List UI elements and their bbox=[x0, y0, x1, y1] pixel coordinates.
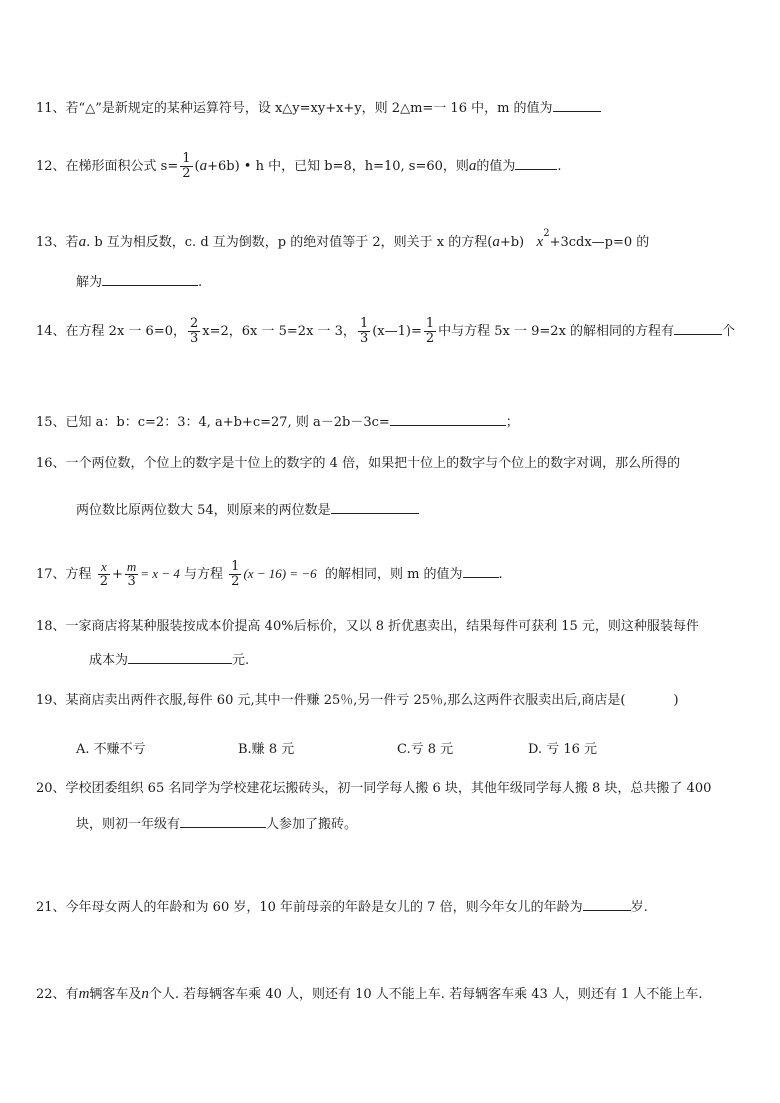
fraction-denominator: 2 bbox=[99, 574, 108, 589]
question-text: 方程 bbox=[65, 567, 92, 582]
answer-blank[interactable] bbox=[583, 898, 631, 911]
question-text: 中与方程 5x 一 9=2x 的解相同的方程有 bbox=[438, 324, 675, 339]
question-text: 辆客车及 bbox=[89, 987, 142, 1002]
option-c[interactable]: C.亏 8 元 bbox=[397, 742, 454, 757]
fraction-denominator: 3 bbox=[359, 331, 369, 346]
question-text: 的值为 bbox=[476, 159, 516, 174]
question-number: 11、 bbox=[36, 101, 66, 116]
fraction bbox=[180, 152, 192, 181]
answer-blank[interactable] bbox=[331, 501, 419, 514]
fraction-numerator: x bbox=[100, 559, 107, 574]
fraction bbox=[125, 560, 138, 589]
question-21 bbox=[36, 898, 648, 916]
question-number: 13、 bbox=[36, 235, 66, 250]
fraction-denominator: 2 bbox=[182, 166, 191, 181]
answer-blank[interactable] bbox=[674, 322, 722, 335]
variable-a: a bbox=[468, 158, 477, 174]
answer-blank[interactable] bbox=[515, 157, 557, 170]
fraction-numerator: 1 bbox=[231, 559, 240, 574]
question-text: 元. bbox=[232, 653, 250, 668]
question-number: 16、 bbox=[36, 456, 66, 471]
question-text: +b) bbox=[499, 235, 525, 250]
option-b[interactable]: B.赚 8 元 bbox=[238, 742, 295, 757]
question-number: 15、 bbox=[36, 415, 66, 430]
fraction bbox=[98, 560, 110, 589]
question-number: 14、 bbox=[36, 324, 66, 339]
question-text: 解为 bbox=[76, 275, 103, 290]
variable-m: m bbox=[78, 986, 90, 1002]
question-text: 某商店卖出两件衣服,每件 60 元,其中一件赚 25％,另一件亏 25％,那么这两件衣服卖出后,商店是( bbox=[65, 693, 626, 708]
fraction-numerator: m bbox=[126, 559, 137, 574]
question-20 bbox=[36, 781, 711, 797]
question-text: 若“△”是新规定的某种运算符号，设 x△y=xy+x+y，则 2△m=一 16 中，m 的值为 bbox=[65, 101, 553, 116]
question-text: 有 bbox=[65, 987, 79, 1002]
answer-blank[interactable] bbox=[463, 565, 499, 578]
fraction bbox=[358, 317, 370, 346]
fraction-denominator: 3 bbox=[125, 574, 138, 589]
period: . bbox=[198, 275, 203, 290]
fraction bbox=[229, 560, 241, 589]
question-text: 一家商店将某种服装按成本价提高 40%后标价，又以 8 折优惠卖出，结果每件可获利 15 元，则这种服装每件 bbox=[65, 619, 699, 634]
operator: + bbox=[111, 567, 123, 582]
variable-a: a bbox=[492, 234, 500, 250]
question-text: . b 互为相反数，c. d 互为倒数，p 的绝对值等于 2，则关于 x 的方程( bbox=[86, 235, 493, 250]
answer-blank[interactable] bbox=[553, 99, 601, 112]
question-number: 17、 bbox=[36, 567, 66, 582]
variable-a: a bbox=[199, 158, 208, 174]
question-text: 一个两位数，个位上的数字是十位上的数字的 4 倍，如果把十位上的数字与个位上的数字对调，那么所得的 bbox=[65, 456, 681, 471]
variable-x: x bbox=[536, 234, 544, 250]
question-text: 在梯形面积公式 s= bbox=[65, 159, 179, 174]
question-17 bbox=[36, 552, 503, 597]
question-18 bbox=[36, 619, 699, 635]
variable-a: a bbox=[78, 234, 87, 250]
fraction-denominator: 2 bbox=[425, 331, 435, 346]
fraction-numerator: 1 bbox=[182, 151, 191, 166]
answer-blank[interactable] bbox=[390, 413, 506, 426]
question-12 bbox=[36, 146, 562, 187]
question-text: 已知 a：b：c=2：3：4, a+b+c=27, 则 a－2b－3c= bbox=[65, 415, 390, 430]
question-text: +6b) • h 中，已知 b=8，h=10, s=60，则 bbox=[207, 159, 469, 174]
question-text: +3cdx—p=0 的 bbox=[549, 235, 650, 250]
question-number: 21、 bbox=[36, 900, 66, 915]
fraction bbox=[424, 317, 436, 346]
question-20-line2 bbox=[76, 815, 357, 833]
fraction-numerator: 2 bbox=[189, 316, 199, 331]
question-13 bbox=[36, 226, 649, 251]
question-text: 成本为 bbox=[89, 653, 129, 668]
question-text: 与方程 bbox=[184, 567, 224, 582]
question-number: 22、 bbox=[36, 987, 66, 1002]
question-text: 在方程 2x 一 6=0， bbox=[65, 324, 186, 339]
question-text: 学校团委组织 65 名同学为学校建花坛搬砖头，初一同学每人搬 6 块，其他年级同学每人搬 8 块，总共搬了 400 bbox=[65, 781, 712, 796]
question-15 bbox=[36, 413, 519, 431]
question-16-line2 bbox=[76, 501, 419, 519]
question-text: 今年母女两人的年龄和为 60 岁，10 年前母亲的年龄是女儿的 7 倍，则今年女儿的年龄为 bbox=[65, 900, 583, 915]
paren: ( bbox=[194, 159, 200, 174]
question-text: x=2，6x 一 5=2x 一 3， bbox=[202, 324, 356, 339]
period: . bbox=[557, 159, 562, 174]
question-13-line2 bbox=[76, 273, 202, 291]
question-text: ； bbox=[505, 415, 519, 430]
question-text: 人参加了搬砖。 bbox=[266, 817, 358, 832]
question-text: 若 bbox=[65, 235, 79, 250]
fraction-denominator: 2 bbox=[231, 574, 240, 589]
question-11 bbox=[36, 99, 601, 117]
question-text: 岁. bbox=[630, 900, 648, 915]
question-14 bbox=[36, 312, 735, 352]
question-text: 两位数比原两位数大 54，则原来的两位数是 bbox=[76, 503, 331, 518]
question-number: 20、 bbox=[36, 781, 66, 796]
fraction-numerator: 1 bbox=[359, 316, 369, 331]
fraction-numerator: 1 bbox=[425, 316, 435, 331]
question-number: 18、 bbox=[36, 619, 66, 634]
question-text: (x—1)= bbox=[372, 324, 422, 339]
option-a[interactable]: A. 不赚不亏 bbox=[76, 742, 146, 757]
answer-blank[interactable] bbox=[128, 651, 232, 664]
question-19 bbox=[36, 693, 679, 709]
question-text: 个人. 若每辆客车乘 40 人，则还有 10 人不能上车. 若每辆客车乘 43 人，则还有 1 人不能上车. bbox=[148, 987, 703, 1002]
variable-n: n bbox=[141, 986, 149, 1002]
answer-blank[interactable] bbox=[180, 815, 266, 828]
answer-blank[interactable] bbox=[102, 273, 198, 286]
question-18-line2 bbox=[89, 651, 249, 669]
fraction bbox=[188, 317, 200, 346]
question-text: 块，则初一年级有 bbox=[76, 817, 181, 832]
option-d[interactable]: D. 亏 16 元 bbox=[528, 742, 598, 757]
fraction-denominator: 3 bbox=[189, 331, 199, 346]
question-22 bbox=[36, 986, 703, 1003]
paren: ) bbox=[673, 693, 679, 708]
question-text: 个 bbox=[722, 324, 736, 339]
exponent: 2 bbox=[543, 228, 550, 239]
period: . bbox=[498, 567, 503, 582]
question-16 bbox=[36, 456, 680, 472]
question-number: 19、 bbox=[36, 693, 66, 708]
question-number: 12、 bbox=[36, 159, 66, 174]
equation-rhs: (x − 16) = −6 bbox=[243, 566, 317, 581]
equation-rhs: = x − 4 bbox=[140, 566, 180, 581]
question-text: 的解相同，则 m 的值为 bbox=[324, 567, 463, 582]
